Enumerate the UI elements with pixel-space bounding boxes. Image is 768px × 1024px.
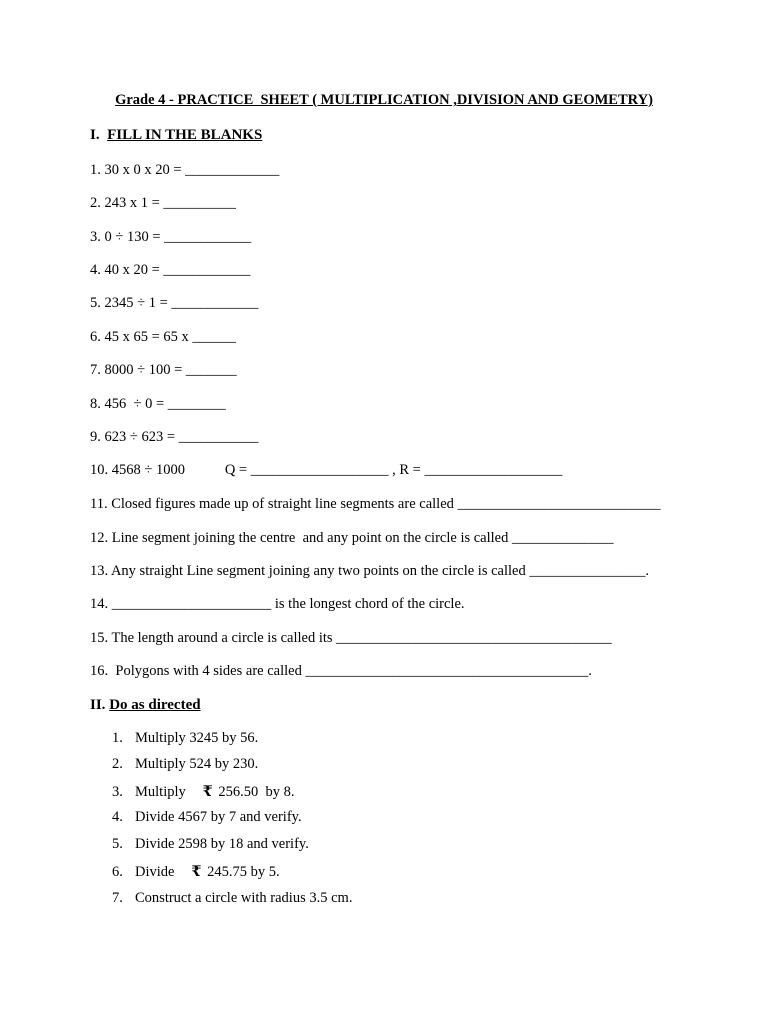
- fill-blank-item: 16. Polygons with 4 sides are called _______________________________________.: [90, 663, 592, 679]
- section-2-roman: II.: [90, 697, 106, 713]
- item-number: 7.: [112, 890, 123, 906]
- fill-blank-item: 2. 243 x 1 = __________: [90, 195, 236, 211]
- fill-blank-item: 10. 4568 ÷ 1000 Q = ___________________ , R = ___________________: [90, 462, 563, 478]
- item-pre: Divide: [135, 864, 186, 880]
- item-number: 3.: [112, 784, 123, 800]
- rupee-icon: ₹: [191, 864, 202, 880]
- item-text: Divide 4567 by 7 and verify.: [135, 809, 302, 825]
- item-number: 1.: [112, 730, 123, 746]
- fill-blank-item: 5. 2345 ÷ 1 = ____________: [90, 295, 259, 311]
- item-text: Divide 2598 by 18 and verify.: [135, 836, 309, 852]
- fill-blank-item: 3. 0 ÷ 130 = ____________: [90, 229, 252, 245]
- fill-blank-item: 1. 30 x 0 x 20 = _____________: [90, 162, 280, 178]
- directed-item: [112, 730, 258, 747]
- section-2-title: Do as directed: [109, 697, 201, 713]
- item-text: Construct a circle with radius 3.5 cm.: [135, 890, 353, 906]
- item-text: Multiply 524 by 230.: [135, 756, 259, 772]
- item-text: 245.75 by 5.: [203, 864, 280, 880]
- item-text: Multiply 3245 by 56.: [135, 730, 259, 746]
- directed-item: [112, 756, 258, 773]
- section-1-heading: [90, 127, 262, 144]
- fill-blank-item: 9. 623 ÷ 623 = ___________: [90, 429, 259, 445]
- item-number: 4.: [112, 809, 123, 825]
- section-1-title: FILL IN THE BLANKS: [107, 127, 263, 143]
- directed-item: [112, 809, 302, 826]
- fill-blank-item: 14. ______________________ is the longest chord of the circle.: [90, 596, 465, 612]
- directed-item: [112, 836, 309, 853]
- fill-blank-item: 7. 8000 ÷ 100 = _______: [90, 362, 237, 378]
- fill-blank-item: 13. Any straight Line segment joining any two points on the circle is called ________________.: [90, 563, 649, 579]
- fill-blank-item: 4. 40 x 20 = ____________: [90, 262, 251, 278]
- item-number: 5.: [112, 836, 123, 852]
- worksheet-title: Grade 4 - PRACTICE SHEET ( MULTIPLICATION ,DIVISION AND GEOMETRY): [115, 92, 653, 108]
- item-number: 6.: [112, 864, 123, 880]
- item-text: 256.50 by 8.: [214, 784, 295, 800]
- fill-blank-item: 11. Closed figures made up of straight line segments are called ____________________________: [90, 496, 661, 512]
- item-pre: Multiply: [135, 784, 197, 800]
- fill-blank-item: 6. 45 x 65 = 65 x ______: [90, 329, 236, 345]
- directed-item: [112, 890, 352, 907]
- section-1-roman: I.: [90, 127, 100, 143]
- fill-blank-item: 12. Line segment joining the centre and any point on the circle is called ______________: [90, 530, 614, 546]
- rupee-icon: ₹: [202, 784, 213, 800]
- directed-item: [112, 863, 280, 881]
- item-number: 2.: [112, 756, 123, 772]
- fill-blank-item: 15. The length around a circle is called its ______________________________________: [90, 630, 612, 646]
- directed-item: [112, 783, 294, 801]
- fill-blank-item: 8. 456 ÷ 0 = ________: [90, 396, 226, 412]
- section-2-heading: [90, 697, 201, 714]
